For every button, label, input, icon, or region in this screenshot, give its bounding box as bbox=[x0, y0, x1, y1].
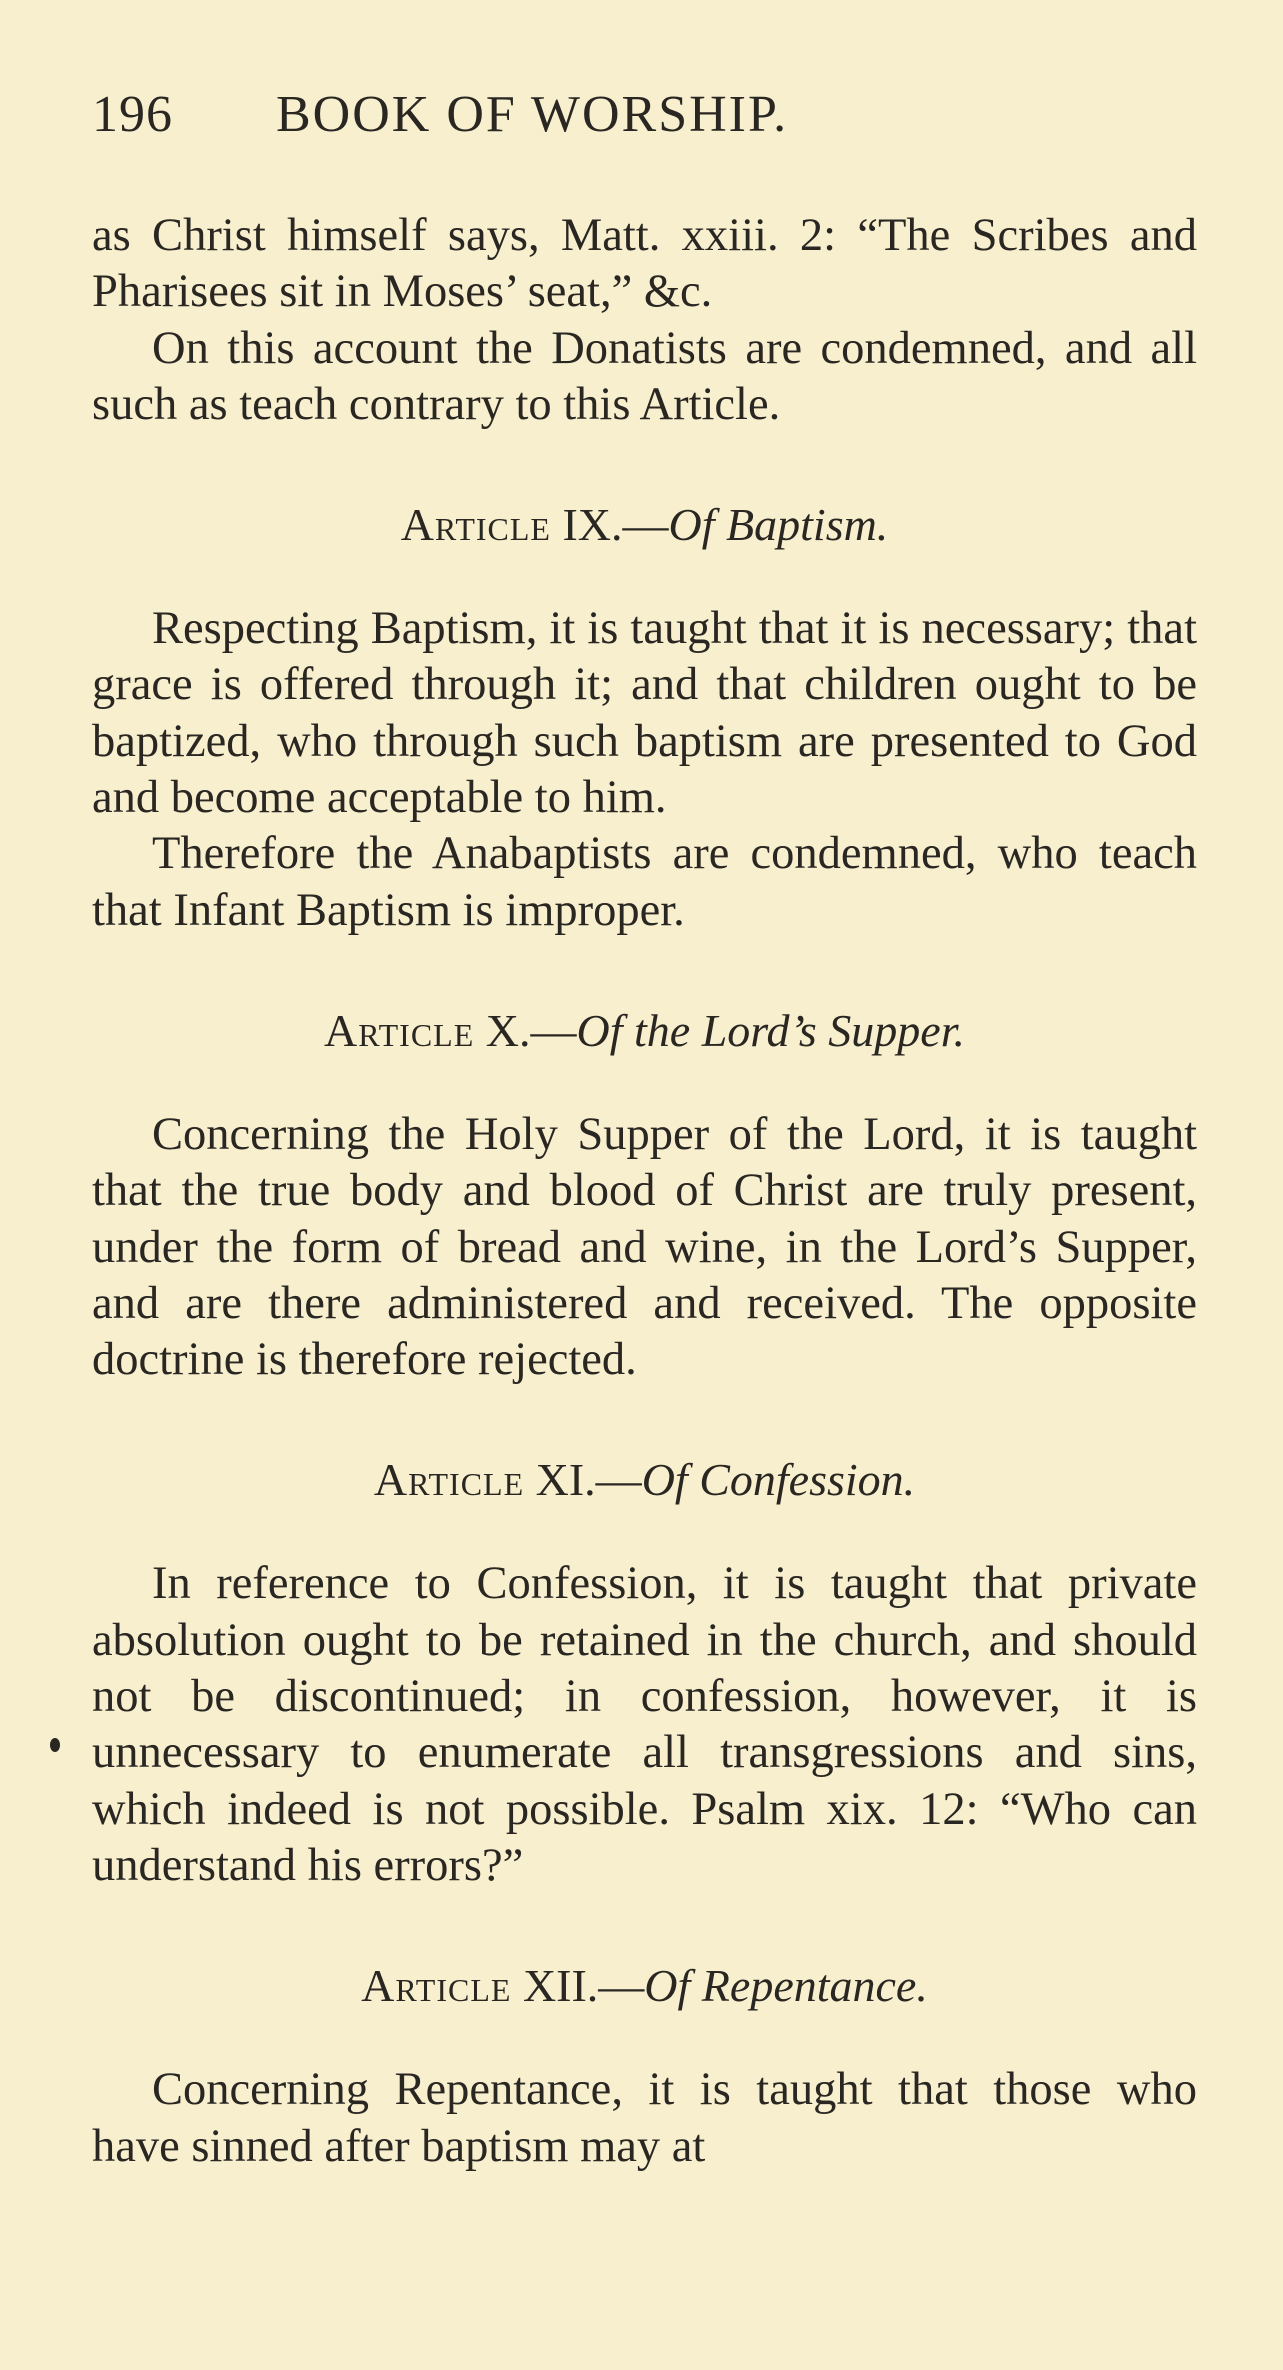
body-paragraph: Therefore the Anabaptists are condemned, who teach that Infant Baptism is improper. bbox=[92, 828, 1197, 936]
article-title: Of Baptism. bbox=[668, 499, 889, 551]
article-heading-ix bbox=[92, 495, 1197, 555]
body-paragraph: Concerning Repentance, it is taught that those who have sinned after baptism may at bbox=[92, 2064, 1197, 2172]
article-number: XII.— bbox=[522, 1960, 645, 2012]
body-paragraph: Respecting Baptism, it is taught that it is necessary; that grace is offered through it; and that children ought to be baptized, who through such baptism are presented to God and become acceptable to him. bbox=[92, 603, 1197, 824]
article-label: Article bbox=[323, 1004, 475, 1056]
article-heading-xi bbox=[92, 1450, 1197, 1510]
body-paragraph: as Christ himself says, Matt. xxiii. 2: “The Scribes and Pharisees sit in Moses’ seat,” &c. bbox=[92, 210, 1197, 318]
ink-spot bbox=[50, 1738, 60, 1752]
body-paragraph: On this account the Donatists are condemned, and all such as teach contrary to this Article. bbox=[92, 322, 1197, 430]
body-paragraph: Concerning the Holy Supper of the Lord, it is taught that the true body and blood of Christ are truly present, under the form of bread and wine, in the Lord’s Supper, and are there administered and received. The opposite doctrine is therefore rejected. bbox=[92, 1108, 1197, 1386]
article-heading-x bbox=[92, 1001, 1197, 1061]
running-head bbox=[92, 80, 1197, 150]
article-title: Of Confession. bbox=[641, 1454, 916, 1506]
running-title: BOOK OF WORSHIP. bbox=[276, 86, 789, 143]
article-label: Article bbox=[373, 1454, 525, 1506]
article-title: Of Repentance. bbox=[644, 1960, 928, 2012]
article-label: Article bbox=[400, 499, 551, 551]
article-number: IX.— bbox=[562, 499, 669, 551]
article-label: Article bbox=[361, 1960, 512, 2012]
page-number: 196 bbox=[92, 86, 173, 143]
article-title: Of the Lord’s Supper. bbox=[576, 1004, 965, 1056]
body-paragraph: In reference to Confession, it is taught that private absolution ought to be retained in the church, and should not be discontinued; in confession, however, it is unnecessary to enumerate all transgressions and sins, which indeed is not possible. Psalm xix. 12: “Who can understand his errors?” bbox=[92, 1558, 1197, 1891]
article-number: X.— bbox=[485, 1004, 577, 1056]
article-number: XI.— bbox=[535, 1454, 642, 1506]
book-page bbox=[92, 80, 1197, 2175]
article-heading-xii bbox=[92, 1956, 1197, 2016]
